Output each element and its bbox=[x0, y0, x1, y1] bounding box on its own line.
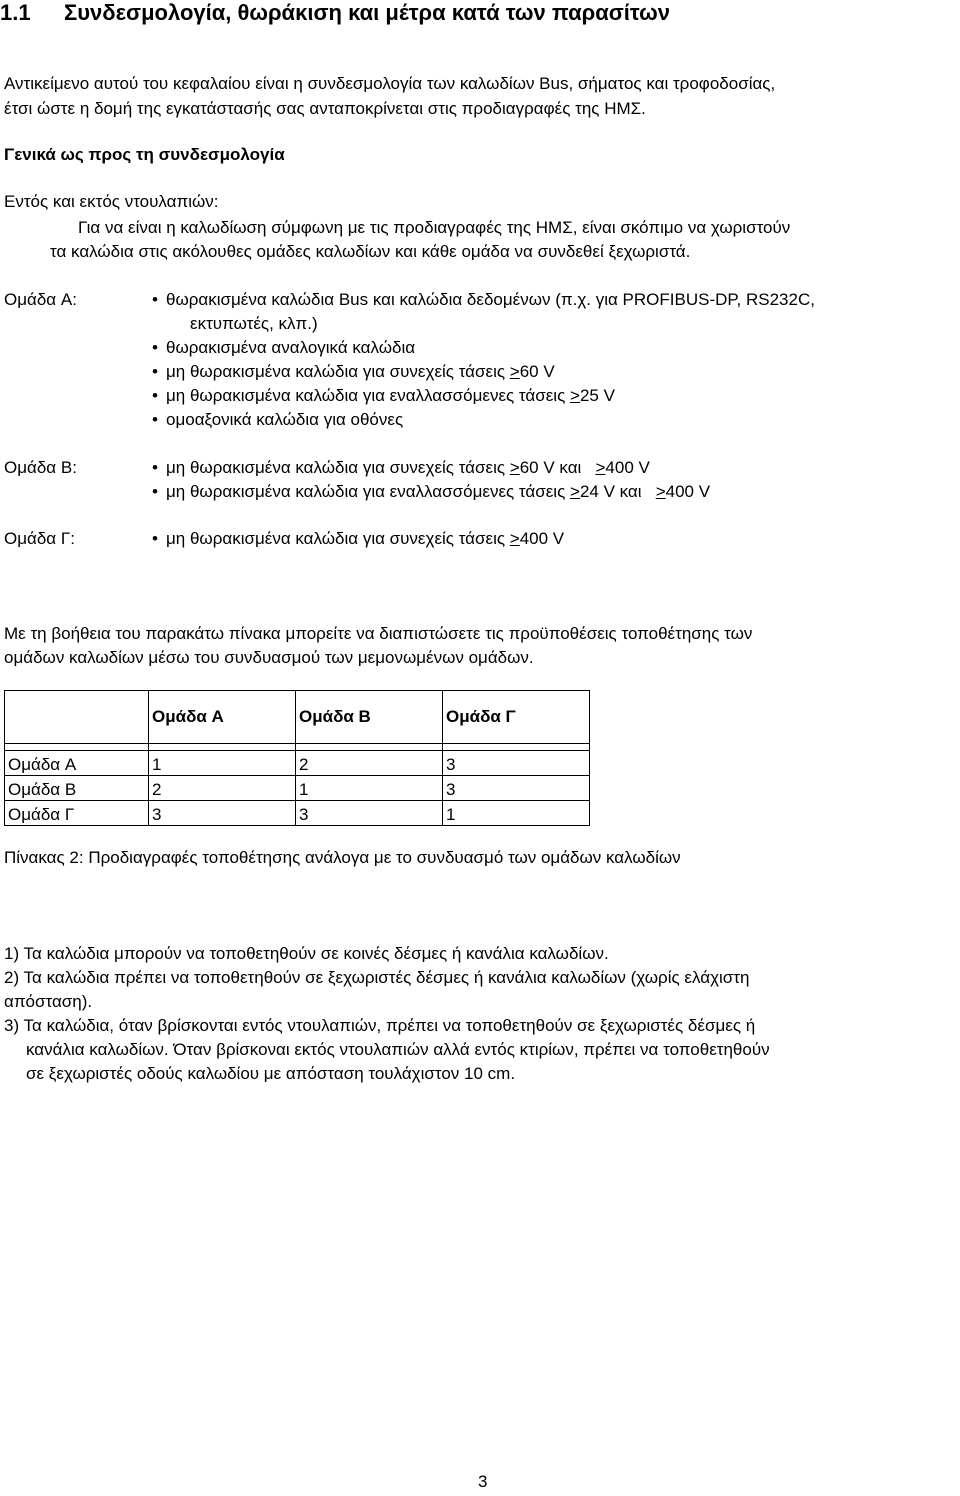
compatibility-table bbox=[4, 690, 590, 826]
group-a-item-1-cont: εκτυπωτές, κλπ.) bbox=[190, 314, 318, 333]
group-b-label: Ομάδα B: bbox=[4, 458, 77, 477]
general-subtitle: Γενικά ως προς τη συνδεσμολογία bbox=[4, 145, 285, 164]
group-a-item-5: • ομοαξονικά καλώδια για οθόνες bbox=[152, 408, 403, 432]
table-intro-1: Με τη βοήθεια του παρακάτω πίνακα μπορείτε να διαπιστώσετε τις προϋποθέσεις τοποθέτησης των bbox=[4, 624, 753, 643]
table-cell: 3 bbox=[443, 776, 590, 801]
table-cell: 2 bbox=[149, 776, 296, 801]
table-cell: Ομάδα B bbox=[5, 776, 149, 801]
group-b-item-1: • μη θωρακισμένα καλώδια για συνεχείς τάσεις >60 V και >400 V bbox=[152, 456, 650, 480]
table-row bbox=[5, 801, 590, 826]
table-caption: Πίνακας 2: Προδιαγραφές τοποθέτησης ανάλογα με το συνδυασμό των ομάδων καλωδίων bbox=[4, 848, 681, 867]
general-label: Εντός και εκτός ντουλαπιών: bbox=[4, 192, 219, 211]
group-a-item-1: • θωρακισμένα καλώδια Bus και καλώδια δεδομένων (π.χ. για PROFIBUS-DP, RS232C, bbox=[152, 288, 815, 312]
note-3-cont-1: κανάλια καλωδίων. Όταν βρίσκοναι εκτός ντουλαπιών αλλά εντός κτιρίων, πρέπει να τοποθετηθούν bbox=[26, 1040, 770, 1059]
group-a-label: Ομάδα A: bbox=[4, 290, 77, 309]
group-c-item-1: • μη θωρακισμένα καλώδια για συνεχείς τάσεις >400 V bbox=[152, 527, 564, 551]
intro-line-2: έτσι ώστε η δομή της εγκατάστασής σας ανταποκρίνεται στις προδιαγραφές της ΗΜΣ. bbox=[4, 99, 646, 118]
table-cell: 3 bbox=[296, 801, 443, 826]
table-intro-2: ομάδων καλωδίων μέσω του συνδυασμού των μεμονωμένων ομάδων. bbox=[4, 648, 534, 667]
table-cell: Ομάδα A bbox=[5, 751, 149, 776]
intro-line-1: Αντικείμενο αυτού του κεφαλαίου είναι η συνδεσμολογία των καλωδίων Bus, σήματος και τροφοδοσίας, bbox=[4, 74, 776, 93]
general-text-2: τα καλώδια στις ακόλουθες ομάδες καλωδίων και κάθε ομάδα να συνδεθεί ξεχωριστά. bbox=[50, 242, 691, 261]
table-cell: 2 bbox=[296, 751, 443, 776]
bullet-icon: • bbox=[152, 290, 158, 309]
note-2: 2) Τα καλώδια πρέπει να τοποθετηθούν σε ξεχωριστές δέσμες ή κανάλια καλωδίων (χωρίς ελάχιστη bbox=[4, 968, 750, 987]
table-row bbox=[5, 776, 590, 801]
table-cell: Ομάδα Γ bbox=[5, 801, 149, 826]
table-header-cell: Ομάδα B bbox=[296, 691, 443, 744]
table-header-row bbox=[5, 691, 590, 744]
note-2-cont: απόσταση). bbox=[4, 992, 93, 1011]
table-cell: 1 bbox=[149, 751, 296, 776]
bullet-icon: • bbox=[152, 529, 158, 548]
bullet-icon: • bbox=[152, 386, 158, 405]
bullet-icon: • bbox=[152, 458, 158, 477]
section-title: Συνδεσμολογία, θωράκιση και μέτρα κατά των παρασίτων bbox=[64, 0, 670, 25]
note-3-cont-2: σε ξεχωριστές οδούς καλωδίου με απόσταση τουλάχιστον 10 cm. bbox=[26, 1064, 516, 1083]
group-c-label: Ομάδα Γ: bbox=[4, 529, 75, 548]
page-number: 3 bbox=[478, 1472, 488, 1491]
bullet-icon: • bbox=[152, 362, 158, 381]
table-header-cell: Ομάδα Γ bbox=[443, 691, 590, 744]
bullet-icon: • bbox=[152, 482, 158, 501]
group-b-item-2: • μη θωρακισμένα καλώδια για εναλλασσόμενες τάσεις >24 V και >400 V bbox=[152, 480, 710, 504]
table-cell: 3 bbox=[149, 801, 296, 826]
table-row bbox=[5, 751, 590, 776]
group-a-item-4: • μη θωρακισμένα καλώδια για εναλλασσόμενες τάσεις >25 V bbox=[152, 384, 615, 408]
bullet-icon: • bbox=[152, 338, 158, 357]
note-3: 3) Τα καλώδια, όταν βρίσκονται εντός ντουλαπιών, πρέπει να τοποθετηθούν σε ξεχωριστές δέσμες ή bbox=[4, 1016, 756, 1035]
bullet-icon: • bbox=[152, 410, 158, 429]
table-cell: 1 bbox=[296, 776, 443, 801]
table-header-cell: Ομάδα A bbox=[149, 691, 296, 744]
group-a-item-3: • μη θωρακισμένα καλώδια για συνεχείς τάσεις >60 V bbox=[152, 360, 555, 384]
section-number: 1.1 bbox=[0, 0, 31, 25]
group-a-item-2: • θωρακισμένα αναλογικά καλώδια bbox=[152, 336, 415, 360]
section-heading bbox=[0, 0, 670, 26]
table-cell: 3 bbox=[443, 751, 590, 776]
table-header-cell bbox=[5, 691, 149, 744]
note-1: 1) Τα καλώδια μπορούν να τοποθετηθούν σε κοινές δέσμες ή κανάλια καλωδίων. bbox=[4, 944, 609, 963]
table-cell: 1 bbox=[443, 801, 590, 826]
general-text-1: Για να είναι η καλωδίωση σύμφωνη με τις προδιαγραφές της ΗΜΣ, είναι σκόπιμο να χωριστούν bbox=[78, 218, 791, 237]
